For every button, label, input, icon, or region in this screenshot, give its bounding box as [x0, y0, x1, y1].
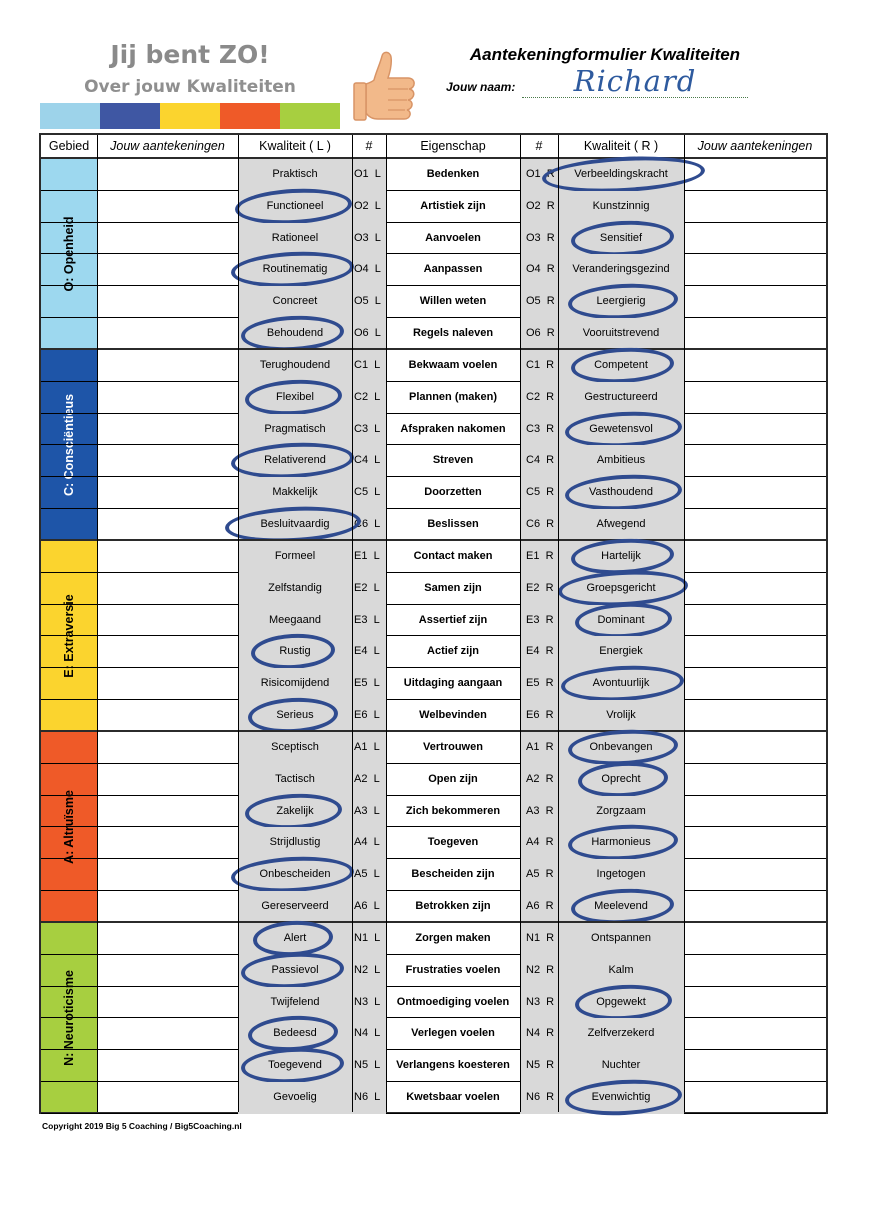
- property-cell: Betrokken zijn: [415, 900, 491, 912]
- code-left-cell: A5 L: [352, 859, 386, 891]
- quality-right-cell[interactable]: Vooruitstrevend: [558, 318, 684, 350]
- quality-right-cell[interactable]: Leergierig: [558, 286, 684, 318]
- code-left-cell: N4 L: [352, 1018, 386, 1050]
- notes-right-cell[interactable]: [684, 1050, 826, 1082]
- code-left-cell: N2 L: [352, 955, 386, 987]
- property-cell: Assertief zijn: [418, 613, 488, 626]
- notes-left-cell[interactable]: [97, 414, 238, 446]
- notes-left-cell[interactable]: [97, 764, 238, 796]
- notes-right-cell[interactable]: [684, 1018, 826, 1050]
- notes-left-cell[interactable]: [97, 445, 238, 477]
- quality-left-cell[interactable]: Meegaand: [238, 605, 352, 637]
- code-left-cell: E3 L: [352, 605, 386, 637]
- quality-left-cell[interactable]: Functioneel: [238, 191, 352, 223]
- notes-left-cell[interactable]: [97, 605, 238, 637]
- header-num-left: #: [365, 139, 373, 153]
- quality-left-cell[interactable]: Rustig: [238, 636, 352, 668]
- notes-right-cell[interactable]: [684, 636, 826, 668]
- code-right-cell: A1 R: [520, 732, 558, 764]
- table-header: [41, 135, 826, 158]
- category-block: [41, 730, 826, 921]
- property-cell: Uitdaging aangaan: [403, 677, 503, 690]
- quality-right-cell[interactable]: Onbevangen: [558, 732, 684, 764]
- code-left-cell: O6 L: [352, 318, 386, 350]
- code-right-cell: E2 R: [520, 573, 558, 605]
- table-row: [41, 764, 826, 796]
- code-left-cell: N6 L: [352, 1082, 386, 1114]
- code-right-cell: O4 R: [520, 254, 558, 286]
- quality-left-cell[interactable]: Behoudend: [238, 318, 352, 350]
- notes-left-cell[interactable]: [97, 318, 238, 350]
- code-right-cell: A5 R: [520, 859, 558, 891]
- property-cell: Zich bekommeren: [405, 804, 501, 817]
- notes-right-cell[interactable]: [684, 605, 826, 637]
- table-row: [41, 668, 826, 700]
- color-bar-segment: [40, 103, 100, 129]
- notes-left-cell[interactable]: [97, 732, 238, 764]
- quality-right-cell[interactable]: Avontuurlijk: [558, 668, 684, 700]
- table-row: [41, 159, 826, 191]
- table-row: [41, 605, 826, 637]
- quality-left-cell[interactable]: Rationeel: [238, 223, 352, 255]
- quality-right-cell[interactable]: Gestructureerd: [558, 382, 684, 414]
- notes-left-cell[interactable]: [97, 191, 238, 223]
- page-subtitle: Over jouw Kwaliteiten: [84, 77, 296, 97]
- grid-line: [238, 135, 239, 1112]
- property-cell: Streven: [432, 454, 474, 467]
- quality-left-cell[interactable]: Zakelijk: [238, 796, 352, 828]
- quality-left-cell[interactable]: Twijfelend: [238, 987, 352, 1019]
- quality-left-cell[interactable]: Onbescheiden: [238, 859, 352, 891]
- category-block: [41, 348, 826, 539]
- quality-right-cell[interactable]: Evenwichtig: [558, 1082, 684, 1114]
- notes-left-cell[interactable]: [97, 636, 238, 668]
- color-bar-segment: [280, 103, 340, 129]
- notes-right-cell[interactable]: [684, 700, 826, 732]
- notes-right-cell[interactable]: [684, 955, 826, 987]
- notes-left-cell[interactable]: [97, 923, 238, 955]
- table-row: [41, 859, 826, 891]
- quality-left-cell[interactable]: Alert: [238, 923, 352, 955]
- color-bar-segment: [100, 103, 160, 129]
- quality-right-cell[interactable]: Dominant: [558, 605, 684, 637]
- table-row: [41, 573, 826, 605]
- quality-left-cell[interactable]: Bedeesd: [238, 1018, 352, 1050]
- code-left-cell: A1 L: [352, 732, 386, 764]
- code-left-cell: N3 L: [352, 987, 386, 1019]
- quality-right-cell[interactable]: Vasthoudend: [558, 477, 684, 509]
- quality-left-cell[interactable]: Formeel: [238, 541, 352, 573]
- code-right-cell: O2 R: [520, 191, 558, 223]
- code-left-cell: A2 L: [352, 764, 386, 796]
- property-cell: Willen weten: [419, 295, 487, 308]
- category-block: [41, 157, 826, 348]
- code-right-cell: N3 R: [520, 987, 558, 1019]
- table-row: [41, 796, 826, 828]
- code-right-cell: N5 R: [520, 1050, 558, 1082]
- table-row: [41, 286, 826, 318]
- code-right-cell: O5 R: [520, 286, 558, 318]
- quality-right-cell[interactable]: Zelfverzekerd: [558, 1018, 684, 1050]
- code-right-cell: E1 R: [520, 541, 558, 573]
- table-row: [41, 1050, 826, 1082]
- table-row: [41, 509, 826, 541]
- quality-right-cell[interactable]: Kunstzinnig: [558, 191, 684, 223]
- code-left-cell: A3 L: [352, 796, 386, 828]
- table-row: [41, 636, 826, 668]
- code-right-cell: N1 R: [520, 923, 558, 955]
- code-left-cell: C5 L: [352, 477, 386, 509]
- code-left-cell: E6 L: [352, 700, 386, 732]
- quality-left-cell[interactable]: Passievol: [238, 955, 352, 987]
- code-right-cell: N2 R: [520, 955, 558, 987]
- notes-left-cell[interactable]: [97, 668, 238, 700]
- property-cell: Regels naleven: [412, 327, 494, 339]
- property-cell: Aanpassen: [423, 263, 483, 276]
- category-name: A: Altruïsme: [62, 789, 76, 864]
- code-left-cell: E4 L: [352, 636, 386, 668]
- property-cell: Kwetsbaar voelen: [406, 1091, 500, 1103]
- property-cell: Aanvoelen: [425, 231, 481, 244]
- notes-right-cell[interactable]: [684, 891, 826, 923]
- name-field[interactable]: Richard: [573, 64, 697, 98]
- grid-line: [684, 135, 685, 1112]
- notes-left-cell[interactable]: [97, 1050, 238, 1082]
- table-row: [41, 1082, 826, 1114]
- quality-left-cell[interactable]: Sceptisch: [238, 732, 352, 764]
- table-row: [41, 382, 826, 414]
- color-bar-segment: [220, 103, 280, 129]
- quality-right-cell[interactable]: Sensitief: [558, 223, 684, 255]
- notes-right-cell[interactable]: [684, 764, 826, 796]
- code-left-cell: O1 L: [352, 159, 386, 191]
- property-cell: Vertrouwen: [423, 741, 483, 753]
- notes-right-cell[interactable]: [684, 573, 826, 605]
- quality-left-cell[interactable]: Strijdlustig: [238, 827, 352, 859]
- code-left-cell: C6 L: [352, 509, 386, 541]
- notes-right-cell[interactable]: [684, 445, 826, 477]
- notes-right-cell[interactable]: [684, 509, 826, 541]
- code-left-cell: O5 L: [352, 286, 386, 318]
- code-left-cell: C4 L: [352, 445, 386, 477]
- notes-right-cell[interactable]: [684, 286, 826, 318]
- code-right-cell: E5 R: [520, 668, 558, 700]
- notes-left-cell[interactable]: [97, 573, 238, 605]
- table-row: [41, 700, 826, 732]
- table-row: [41, 223, 826, 255]
- table-row: [41, 732, 826, 764]
- header-quality-right: Kwaliteit ( R ): [583, 139, 659, 153]
- notes-left-cell[interactable]: [97, 541, 238, 573]
- property-cell: Actief zijn: [427, 645, 479, 658]
- notes-left-cell[interactable]: [97, 827, 238, 859]
- category-name: C: Consciëntieus: [62, 393, 76, 496]
- code-right-cell: A2 R: [520, 764, 558, 796]
- header-notes-right: Jouw aantekeningen: [697, 139, 813, 153]
- property-cell: Bescheiden zijn: [411, 868, 495, 881]
- notes-left-cell[interactable]: [97, 254, 238, 286]
- notes-left-cell[interactable]: [97, 987, 238, 1019]
- code-left-cell: O2 L: [352, 191, 386, 223]
- notes-left-cell[interactable]: [97, 859, 238, 891]
- notes-right-cell[interactable]: [684, 732, 826, 764]
- header-property: Eigenschap: [420, 139, 486, 153]
- property-cell: Welbevinden: [419, 709, 487, 721]
- quality-left-cell[interactable]: Terughoudend: [238, 350, 352, 382]
- notes-right-cell[interactable]: [684, 414, 826, 446]
- quality-left-cell[interactable]: Gereserveerd: [238, 891, 352, 923]
- thumbs-up-icon: [352, 50, 418, 124]
- code-left-cell: A6 L: [352, 891, 386, 923]
- quality-left-cell[interactable]: Concreet: [238, 286, 352, 318]
- notes-right-cell[interactable]: [684, 987, 826, 1019]
- quality-right-cell[interactable]: Vrolijk: [558, 700, 684, 732]
- header-notes-left: Jouw aantekeningen: [110, 139, 225, 153]
- code-right-cell: C3 R: [520, 414, 558, 446]
- code-left-cell: C2 L: [352, 382, 386, 414]
- notes-left-cell[interactable]: [97, 382, 238, 414]
- notes-right-cell[interactable]: [684, 223, 826, 255]
- grid-line: [352, 135, 353, 1112]
- code-right-cell: N6 R: [520, 1082, 558, 1114]
- property-cell: Bekwaam voelen: [408, 359, 498, 371]
- code-right-cell: O6 R: [520, 318, 558, 350]
- code-right-cell: C1 R: [520, 350, 558, 382]
- code-left-cell: N1 L: [352, 923, 386, 955]
- code-left-cell: O4 L: [352, 254, 386, 286]
- category-block: [41, 539, 826, 730]
- code-right-cell: A6 R: [520, 891, 558, 923]
- quality-right-cell[interactable]: Competent: [558, 350, 684, 382]
- table-row: [41, 445, 826, 477]
- code-right-cell: E6 R: [520, 700, 558, 732]
- code-left-cell: O3 L: [352, 223, 386, 255]
- notes-right-cell[interactable]: [684, 827, 826, 859]
- code-right-cell: E3 R: [520, 605, 558, 637]
- code-right-cell: A3 R: [520, 796, 558, 828]
- code-left-cell: E2 L: [352, 573, 386, 605]
- notes-left-cell[interactable]: [97, 223, 238, 255]
- quality-left-cell[interactable]: Toegevend: [238, 1050, 352, 1082]
- code-left-cell: N5 L: [352, 1050, 386, 1082]
- code-left-cell: E5 L: [352, 668, 386, 700]
- table-row: [41, 318, 826, 350]
- notes-left-cell[interactable]: [97, 350, 238, 382]
- notes-left-cell[interactable]: [97, 159, 238, 191]
- grid-line: [386, 135, 387, 1112]
- quality-right-cell[interactable]: Zorgzaam: [558, 796, 684, 828]
- table-row: [41, 350, 826, 382]
- table-row: [41, 414, 826, 446]
- notes-right-cell[interactable]: [684, 350, 826, 382]
- notes-left-cell[interactable]: [97, 700, 238, 732]
- quality-left-cell[interactable]: Flexibel: [238, 382, 352, 414]
- property-cell: Open zijn: [428, 772, 478, 785]
- notes-right-cell[interactable]: [684, 191, 826, 223]
- quality-left-cell[interactable]: Routinematig: [238, 254, 352, 286]
- code-right-cell: O1 R: [520, 159, 558, 191]
- table-row: [41, 1018, 826, 1050]
- name-label: Jouw naam:: [446, 80, 516, 94]
- quality-right-cell[interactable]: Ingetogen: [558, 859, 684, 891]
- notes-left-cell[interactable]: [97, 1018, 238, 1050]
- table-row: [41, 955, 826, 987]
- color-bar-segment: [160, 103, 220, 129]
- property-cell: Doorzetten: [424, 486, 482, 499]
- quality-right-cell[interactable]: Meelevend: [558, 891, 684, 923]
- property-cell: Plannen (maken): [408, 390, 498, 403]
- quality-left-cell[interactable]: Gevoelig: [238, 1082, 352, 1114]
- notes-right-cell[interactable]: [684, 796, 826, 828]
- notes-left-cell[interactable]: [97, 891, 238, 923]
- property-cell: Verlegen voelen: [411, 1027, 495, 1040]
- property-cell: Verlangens koesteren: [396, 1059, 510, 1072]
- code-right-cell: O3 R: [520, 223, 558, 255]
- property-cell: Toegeven: [427, 836, 479, 849]
- notes-right-cell[interactable]: [684, 1082, 826, 1114]
- property-cell: Bedenken: [426, 168, 480, 180]
- property-cell: Artistiek zijn: [420, 199, 486, 212]
- table-row: [41, 254, 826, 286]
- header-num-right: #: [535, 139, 543, 153]
- copyright: Copyright 2019 Big 5 Coaching / Big5Coaching.nl: [42, 1121, 242, 1131]
- code-left-cell: C1 L: [352, 350, 386, 382]
- table-row: [41, 191, 826, 223]
- quality-left-cell[interactable]: Pragmatisch: [238, 414, 352, 446]
- code-right-cell: E4 R: [520, 636, 558, 668]
- quality-right-cell[interactable]: Opgewekt: [558, 987, 684, 1019]
- quality-left-cell[interactable]: Makkelijk: [238, 477, 352, 509]
- notes-right-cell[interactable]: [684, 382, 826, 414]
- header-area: Gebied: [48, 139, 90, 153]
- notes-right-cell[interactable]: [684, 254, 826, 286]
- quality-right-cell[interactable]: Hartelijk: [558, 541, 684, 573]
- property-cell: Contact maken: [413, 550, 493, 562]
- notes-left-cell[interactable]: [97, 509, 238, 541]
- notes-right-cell[interactable]: [684, 477, 826, 509]
- table-row: [41, 891, 826, 923]
- notes-left-cell[interactable]: [97, 796, 238, 828]
- notes-left-cell[interactable]: [97, 477, 238, 509]
- quality-right-cell[interactable]: Gewetensvol: [558, 414, 684, 446]
- category-name: O: Openheid: [62, 216, 76, 291]
- quality-left-cell[interactable]: Besluitvaardig: [238, 509, 352, 541]
- notes-right-cell[interactable]: [684, 859, 826, 891]
- code-right-cell: N4 R: [520, 1018, 558, 1050]
- property-cell: Ontmoediging voelen: [396, 995, 510, 1008]
- qualities-table: [39, 133, 828, 1114]
- notes-left-cell[interactable]: [97, 955, 238, 987]
- table-row: [41, 541, 826, 573]
- notes-right-cell[interactable]: [684, 923, 826, 955]
- quality-right-cell[interactable]: Ambitieus: [558, 445, 684, 477]
- code-left-cell: E1 L: [352, 541, 386, 573]
- grid-line: [520, 135, 521, 1112]
- notes-left-cell[interactable]: [97, 1082, 238, 1114]
- page-title: Jij bent ZO!: [110, 40, 270, 69]
- notes-left-cell[interactable]: [97, 286, 238, 318]
- code-right-cell: C6 R: [520, 509, 558, 541]
- notes-right-cell[interactable]: [684, 541, 826, 573]
- quality-right-cell[interactable]: Verbeeldingskracht: [558, 159, 684, 191]
- grid-line: [97, 135, 98, 1112]
- code-right-cell: C5 R: [520, 477, 558, 509]
- quality-left-cell[interactable]: Zelfstandig: [238, 573, 352, 605]
- quality-right-cell[interactable]: Energiek: [558, 636, 684, 668]
- category-name: N: Neuroticisme: [62, 969, 76, 1066]
- property-cell: Zorgen maken: [415, 932, 491, 944]
- code-right-cell: A4 R: [520, 827, 558, 859]
- notes-right-cell[interactable]: [684, 159, 826, 191]
- property-cell: Samen zijn: [424, 581, 482, 594]
- form-title: Aantekeningformulier Kwaliteiten: [469, 45, 741, 64]
- quality-right-cell[interactable]: Harmonieus: [558, 827, 684, 859]
- code-right-cell: C2 R: [520, 382, 558, 414]
- quality-right-cell[interactable]: Afwegend: [558, 509, 684, 541]
- grid-line: [558, 135, 559, 1112]
- quality-right-cell[interactable]: Nuchter: [558, 1050, 684, 1082]
- table-row: [41, 987, 826, 1019]
- quality-left-cell[interactable]: Risicomijdend: [238, 668, 352, 700]
- quality-left-cell[interactable]: Tactisch: [238, 764, 352, 796]
- table-row: [41, 477, 826, 509]
- table-row: [41, 923, 826, 955]
- code-right-cell: C4 R: [520, 445, 558, 477]
- quality-left-cell[interactable]: Serieus: [238, 700, 352, 732]
- notes-right-cell[interactable]: [684, 668, 826, 700]
- quality-right-cell[interactable]: Oprecht: [558, 764, 684, 796]
- category-block: [41, 921, 826, 1112]
- quality-right-cell[interactable]: Groepsgericht: [558, 573, 684, 605]
- table-row: [41, 827, 826, 859]
- property-cell: Beslissen: [427, 518, 479, 530]
- quality-left-cell[interactable]: Praktisch: [238, 159, 352, 191]
- notes-right-cell[interactable]: [684, 318, 826, 350]
- header-quality-left: Kwaliteit ( L ): [259, 139, 331, 153]
- property-cell: Frustraties voelen: [405, 963, 501, 976]
- quality-right-cell[interactable]: Kalm: [558, 955, 684, 987]
- code-left-cell: A4 L: [352, 827, 386, 859]
- quality-right-cell[interactable]: Veranderingsgezind: [558, 254, 684, 286]
- category-name: E: Extraversie: [62, 593, 76, 678]
- property-cell: Afspraken nakomen: [400, 422, 506, 435]
- quality-left-cell[interactable]: Relativerend: [238, 445, 352, 477]
- quality-right-cell[interactable]: Ontspannen: [558, 923, 684, 955]
- code-left-cell: C3 L: [352, 414, 386, 446]
